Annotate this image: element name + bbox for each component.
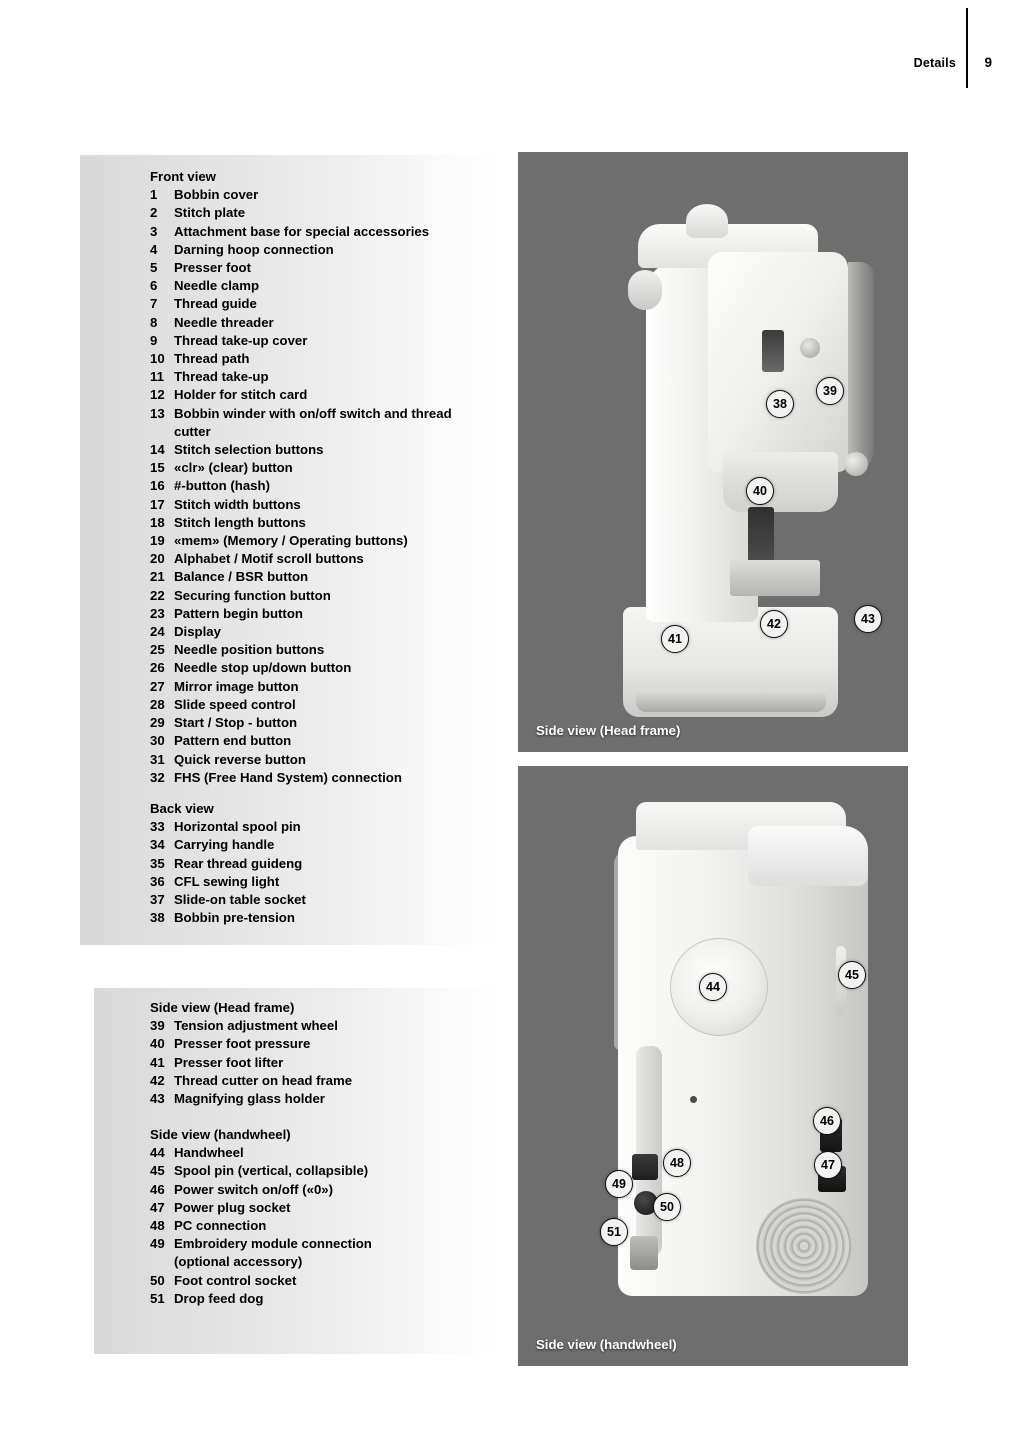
legend-item — [150, 678, 452, 696]
legend-item-label: Needle clamp — [174, 278, 260, 294]
legend-front-view — [150, 168, 452, 787]
legend-item-label: Pattern begin button — [174, 605, 303, 621]
head-frame-screw — [800, 338, 820, 358]
legend-item — [150, 459, 452, 477]
legend-item — [150, 1272, 372, 1290]
legend-item-number: 1 — [150, 187, 158, 203]
legend-item-label: Stitch selection buttons — [174, 442, 324, 458]
legend-item-label: Presser foot lifter — [174, 1054, 284, 1070]
legend-item-label: Bobbin cover — [174, 187, 259, 203]
legend-item — [150, 623, 452, 641]
legend-item — [150, 1090, 352, 1108]
legend-item-continuation — [150, 1253, 372, 1271]
legend-item-number: 15 — [150, 460, 165, 476]
legend-item-number: 36 — [150, 873, 165, 889]
legend-item — [150, 532, 452, 550]
legend-item — [150, 714, 452, 732]
legend-item-number: 30 — [150, 733, 165, 749]
legend-item-number: 51 — [150, 1290, 165, 1306]
header-section-label: Details — [913, 56, 956, 70]
callout-marker-40: 40 — [746, 477, 774, 505]
legend-item-continuation-label: (optional accessory) — [174, 1254, 303, 1270]
legend-item-number: 2 — [150, 205, 158, 221]
machine-side-strip — [636, 1046, 662, 1256]
legend-item-number: 50 — [150, 1272, 165, 1288]
legend-item-number: 4 — [150, 241, 158, 257]
callout-marker-41: 41 — [661, 625, 689, 653]
legend-item — [150, 314, 452, 332]
legend-item-number: 27 — [150, 678, 165, 694]
legend-item-label: Horizontal spool pin — [174, 819, 301, 835]
legend-item — [150, 641, 452, 659]
legend-item-label: FHS (Free Hand System) connection — [174, 769, 402, 785]
legend-item-number: 49 — [150, 1236, 165, 1252]
ventilation-grille — [756, 1198, 852, 1294]
legend-item-label: Embroidery module connection — [174, 1236, 372, 1252]
legend-item-label: Securing function button — [174, 587, 331, 603]
legend-item-number: 5 — [150, 260, 158, 276]
legend-item-number: 43 — [150, 1091, 165, 1107]
embroidery-module-connection — [630, 1236, 658, 1270]
legend-item-label: Needle position buttons — [174, 642, 325, 658]
legend-item-label: Tension adjustment wheel — [174, 1018, 338, 1034]
legend-item-label: Stitch length buttons — [174, 514, 306, 530]
legend-item-number: 47 — [150, 1199, 165, 1215]
legend-item-label: Thread guide — [174, 296, 257, 312]
legend-item — [150, 605, 452, 623]
legend-item-label: Thread cutter on head frame — [174, 1072, 353, 1088]
legend-item-number: 33 — [150, 819, 165, 835]
legend-item-label: Presser foot pressure — [174, 1036, 311, 1052]
legend-item-number: 10 — [150, 351, 165, 367]
legend-item — [150, 386, 452, 404]
legend-item-label: Presser foot — [174, 260, 251, 276]
legend-item — [150, 769, 452, 787]
legend-item-label: #-button (hash) — [174, 478, 270, 494]
legend-item-number: 41 — [150, 1054, 165, 1070]
legend-item-number: 3 — [150, 223, 158, 239]
legend-item-number: 28 — [150, 696, 165, 712]
legend-item-number: 24 — [150, 624, 165, 640]
legend-title-front-view: Front view — [150, 169, 216, 184]
legend-item-label: Slide speed control — [174, 696, 296, 712]
figure-side-view-head-frame — [518, 152, 908, 752]
legend-item — [150, 1217, 372, 1235]
legend-item — [150, 441, 452, 459]
legend-item-number: 12 — [150, 387, 165, 403]
legend-title-handwheel: Side view (handwheel) — [150, 1127, 291, 1142]
legend-item — [150, 332, 452, 350]
legend-item — [150, 818, 306, 836]
legend-item-label: Spool pin (vertical, collapsible) — [174, 1163, 369, 1179]
legend-item-number: 34 — [150, 837, 165, 853]
legend-item — [150, 1144, 372, 1162]
legend-item-label: CFL sewing light — [174, 873, 280, 889]
page-header — [864, 0, 1024, 96]
legend-item-number: 40 — [150, 1036, 165, 1052]
legend-item — [150, 751, 452, 769]
legend-item — [150, 259, 452, 277]
legend-item — [150, 1035, 352, 1053]
figure-caption-head-frame: Side view (Head frame) — [536, 723, 681, 738]
legend-item — [150, 1162, 372, 1180]
legend-side-view-head-frame — [150, 999, 352, 1108]
legend-item-label: Display — [174, 624, 221, 640]
legend-item — [150, 696, 452, 714]
callout-marker-44: 44 — [699, 973, 727, 1001]
legend-item-number: 39 — [150, 1018, 165, 1034]
callout-marker-50: 50 — [653, 1193, 681, 1221]
legend-item-number: 9 — [150, 332, 158, 348]
drop-feed-dog-marker — [690, 1096, 697, 1103]
legend-item-number: 26 — [150, 660, 165, 676]
legend-item-label: Holder for stitch card — [174, 387, 308, 403]
legend-item — [150, 277, 452, 295]
legend-item-label: Magnifying glass holder — [174, 1091, 325, 1107]
legend-item-number: 42 — [150, 1072, 165, 1088]
legend-item-number: 16 — [150, 478, 165, 494]
legend-item — [150, 1072, 352, 1090]
callout-marker-49: 49 — [605, 1170, 633, 1198]
callout-marker-43: 43 — [854, 605, 882, 633]
legend-item — [150, 855, 306, 873]
legend-item — [150, 659, 452, 677]
legend-item-number: 23 — [150, 605, 165, 621]
page-number: 9 — [984, 55, 992, 70]
legend-item-continuation — [150, 423, 452, 441]
legend-item — [150, 1017, 352, 1035]
legend-item — [150, 1054, 352, 1072]
legend-item-label: PC connection — [174, 1218, 267, 1234]
legend-item-number: 18 — [150, 514, 165, 530]
presser-foot-pressure-dial — [762, 330, 784, 372]
legend-item-label: Darning hoop connection — [174, 241, 334, 257]
legend-item-number: 46 — [150, 1181, 165, 1197]
legend-item — [150, 514, 452, 532]
legend-item-label: Foot control socket — [174, 1272, 297, 1288]
legend-item-label: Quick reverse button — [174, 751, 306, 767]
machine-upper-arm — [748, 826, 868, 886]
legend-item — [150, 873, 306, 891]
callout-marker-39: 39 — [816, 377, 844, 405]
legend-item — [150, 1290, 372, 1308]
legend-item-label: Pattern end button — [174, 733, 292, 749]
legend-item-label: Bobbin winder with on/off switch and thread — [174, 405, 452, 421]
legend-side-view-handwheel — [150, 1126, 372, 1308]
legend-item — [150, 241, 452, 259]
figure-side-view-handwheel — [518, 766, 908, 1366]
stitch-plate — [730, 560, 820, 596]
legend-item-label: «mem» (Memory / Operating buttons) — [174, 533, 408, 549]
legend-item-label: Alphabet / Motif scroll buttons — [174, 551, 364, 567]
legend-item-label: Needle stop up/down button — [174, 660, 352, 676]
legend-item-number: 11 — [150, 369, 164, 385]
machine-spool-holder — [686, 204, 728, 238]
legend-item-number: 13 — [150, 405, 165, 421]
legend-item — [150, 1235, 372, 1253]
legend-item — [150, 223, 452, 241]
legend-item-label: Thread take-up cover — [174, 332, 308, 348]
legend-item-label: Carrying handle — [174, 837, 275, 853]
legend-item-number: 14 — [150, 442, 165, 458]
legend-item-number: 32 — [150, 769, 165, 785]
legend-item — [150, 909, 306, 927]
legend-item-label: Thread take-up — [174, 369, 269, 385]
legend-item — [150, 1181, 372, 1199]
legend-item-label: Drop feed dog — [174, 1290, 264, 1306]
legend-item-label: Handwheel — [174, 1145, 244, 1161]
callout-marker-46: 46 — [813, 1107, 841, 1135]
legend-item — [150, 496, 452, 514]
legend-item-label: Bobbin pre-tension — [174, 910, 295, 926]
legend-item — [150, 568, 452, 586]
legend-item — [150, 350, 452, 368]
legend-item-label: «clr» (clear) button — [174, 460, 293, 476]
legend-item-label: Power switch on/off («0») — [174, 1181, 334, 1197]
legend-item-number: 29 — [150, 715, 165, 731]
legend-item — [150, 891, 306, 909]
legend-item-number: 31 — [150, 751, 165, 767]
legend-item-number: 17 — [150, 496, 165, 512]
legend-item — [150, 550, 452, 568]
machine-head-rear-edge — [848, 262, 874, 472]
header-divider — [966, 8, 968, 88]
legend-item-number: 45 — [150, 1163, 165, 1179]
legend-item-number: 7 — [150, 296, 158, 312]
callout-marker-42: 42 — [760, 610, 788, 638]
legend-item-number: 44 — [150, 1145, 165, 1161]
legend-item — [150, 732, 452, 750]
legend-item-number: 48 — [150, 1218, 165, 1234]
legend-item-label: Stitch plate — [174, 205, 246, 221]
callout-marker-45: 45 — [838, 961, 866, 989]
machine-head-lower — [723, 452, 838, 512]
legend-item-number: 35 — [150, 855, 165, 871]
legend-item-label: Balance / BSR button — [174, 569, 309, 585]
legend-item — [150, 587, 452, 605]
legend-item-label: Start / Stop - button — [174, 715, 298, 731]
legend-item — [150, 477, 452, 495]
legend-item-label: Stitch width buttons — [174, 496, 301, 512]
figure-caption-handwheel: Side view (handwheel) — [536, 1337, 677, 1352]
legend-item — [150, 186, 452, 204]
legend-title-back-view: Back view — [150, 801, 214, 816]
legend-item-label: Rear thread guideng — [174, 855, 303, 871]
legend-item-number: 38 — [150, 910, 165, 926]
magnifying-glass-holder-knob — [844, 452, 868, 476]
machine-rear-knob — [628, 270, 662, 310]
callout-marker-47: 47 — [814, 1151, 842, 1179]
legend-item-label: Slide-on table socket — [174, 892, 306, 908]
legend-item — [150, 405, 452, 423]
legend-item-number: 22 — [150, 587, 165, 603]
legend-item-number: 20 — [150, 551, 165, 567]
legend-item — [150, 295, 452, 313]
legend-item — [150, 368, 452, 386]
legend-item-number: 6 — [150, 278, 158, 294]
legend-back-view — [150, 800, 306, 927]
legend-item-number: 8 — [150, 314, 158, 330]
legend-item-number: 25 — [150, 642, 165, 658]
legend-item — [150, 1199, 372, 1217]
callout-marker-38: 38 — [766, 390, 794, 418]
legend-item-label: Thread path — [174, 351, 250, 367]
legend-item-number: 21 — [150, 569, 165, 585]
legend-item-label: Power plug socket — [174, 1199, 291, 1215]
legend-item-label: Attachment base for special accessories — [174, 223, 430, 239]
legend-item-continuation-label: cutter — [174, 423, 211, 439]
legend-item-label: Needle threader — [174, 314, 274, 330]
callout-marker-48: 48 — [663, 1149, 691, 1177]
legend-item-number: 37 — [150, 892, 165, 908]
callout-marker-51: 51 — [600, 1218, 628, 1246]
pc-connection-socket — [632, 1154, 658, 1180]
legend-title-head-frame: Side view (Head frame) — [150, 1000, 295, 1015]
legend-item-label: Mirror image button — [174, 678, 299, 694]
machine-base-foot — [636, 690, 826, 712]
legend-item — [150, 204, 452, 222]
legend-item — [150, 836, 306, 854]
legend-item-number: 19 — [150, 533, 165, 549]
